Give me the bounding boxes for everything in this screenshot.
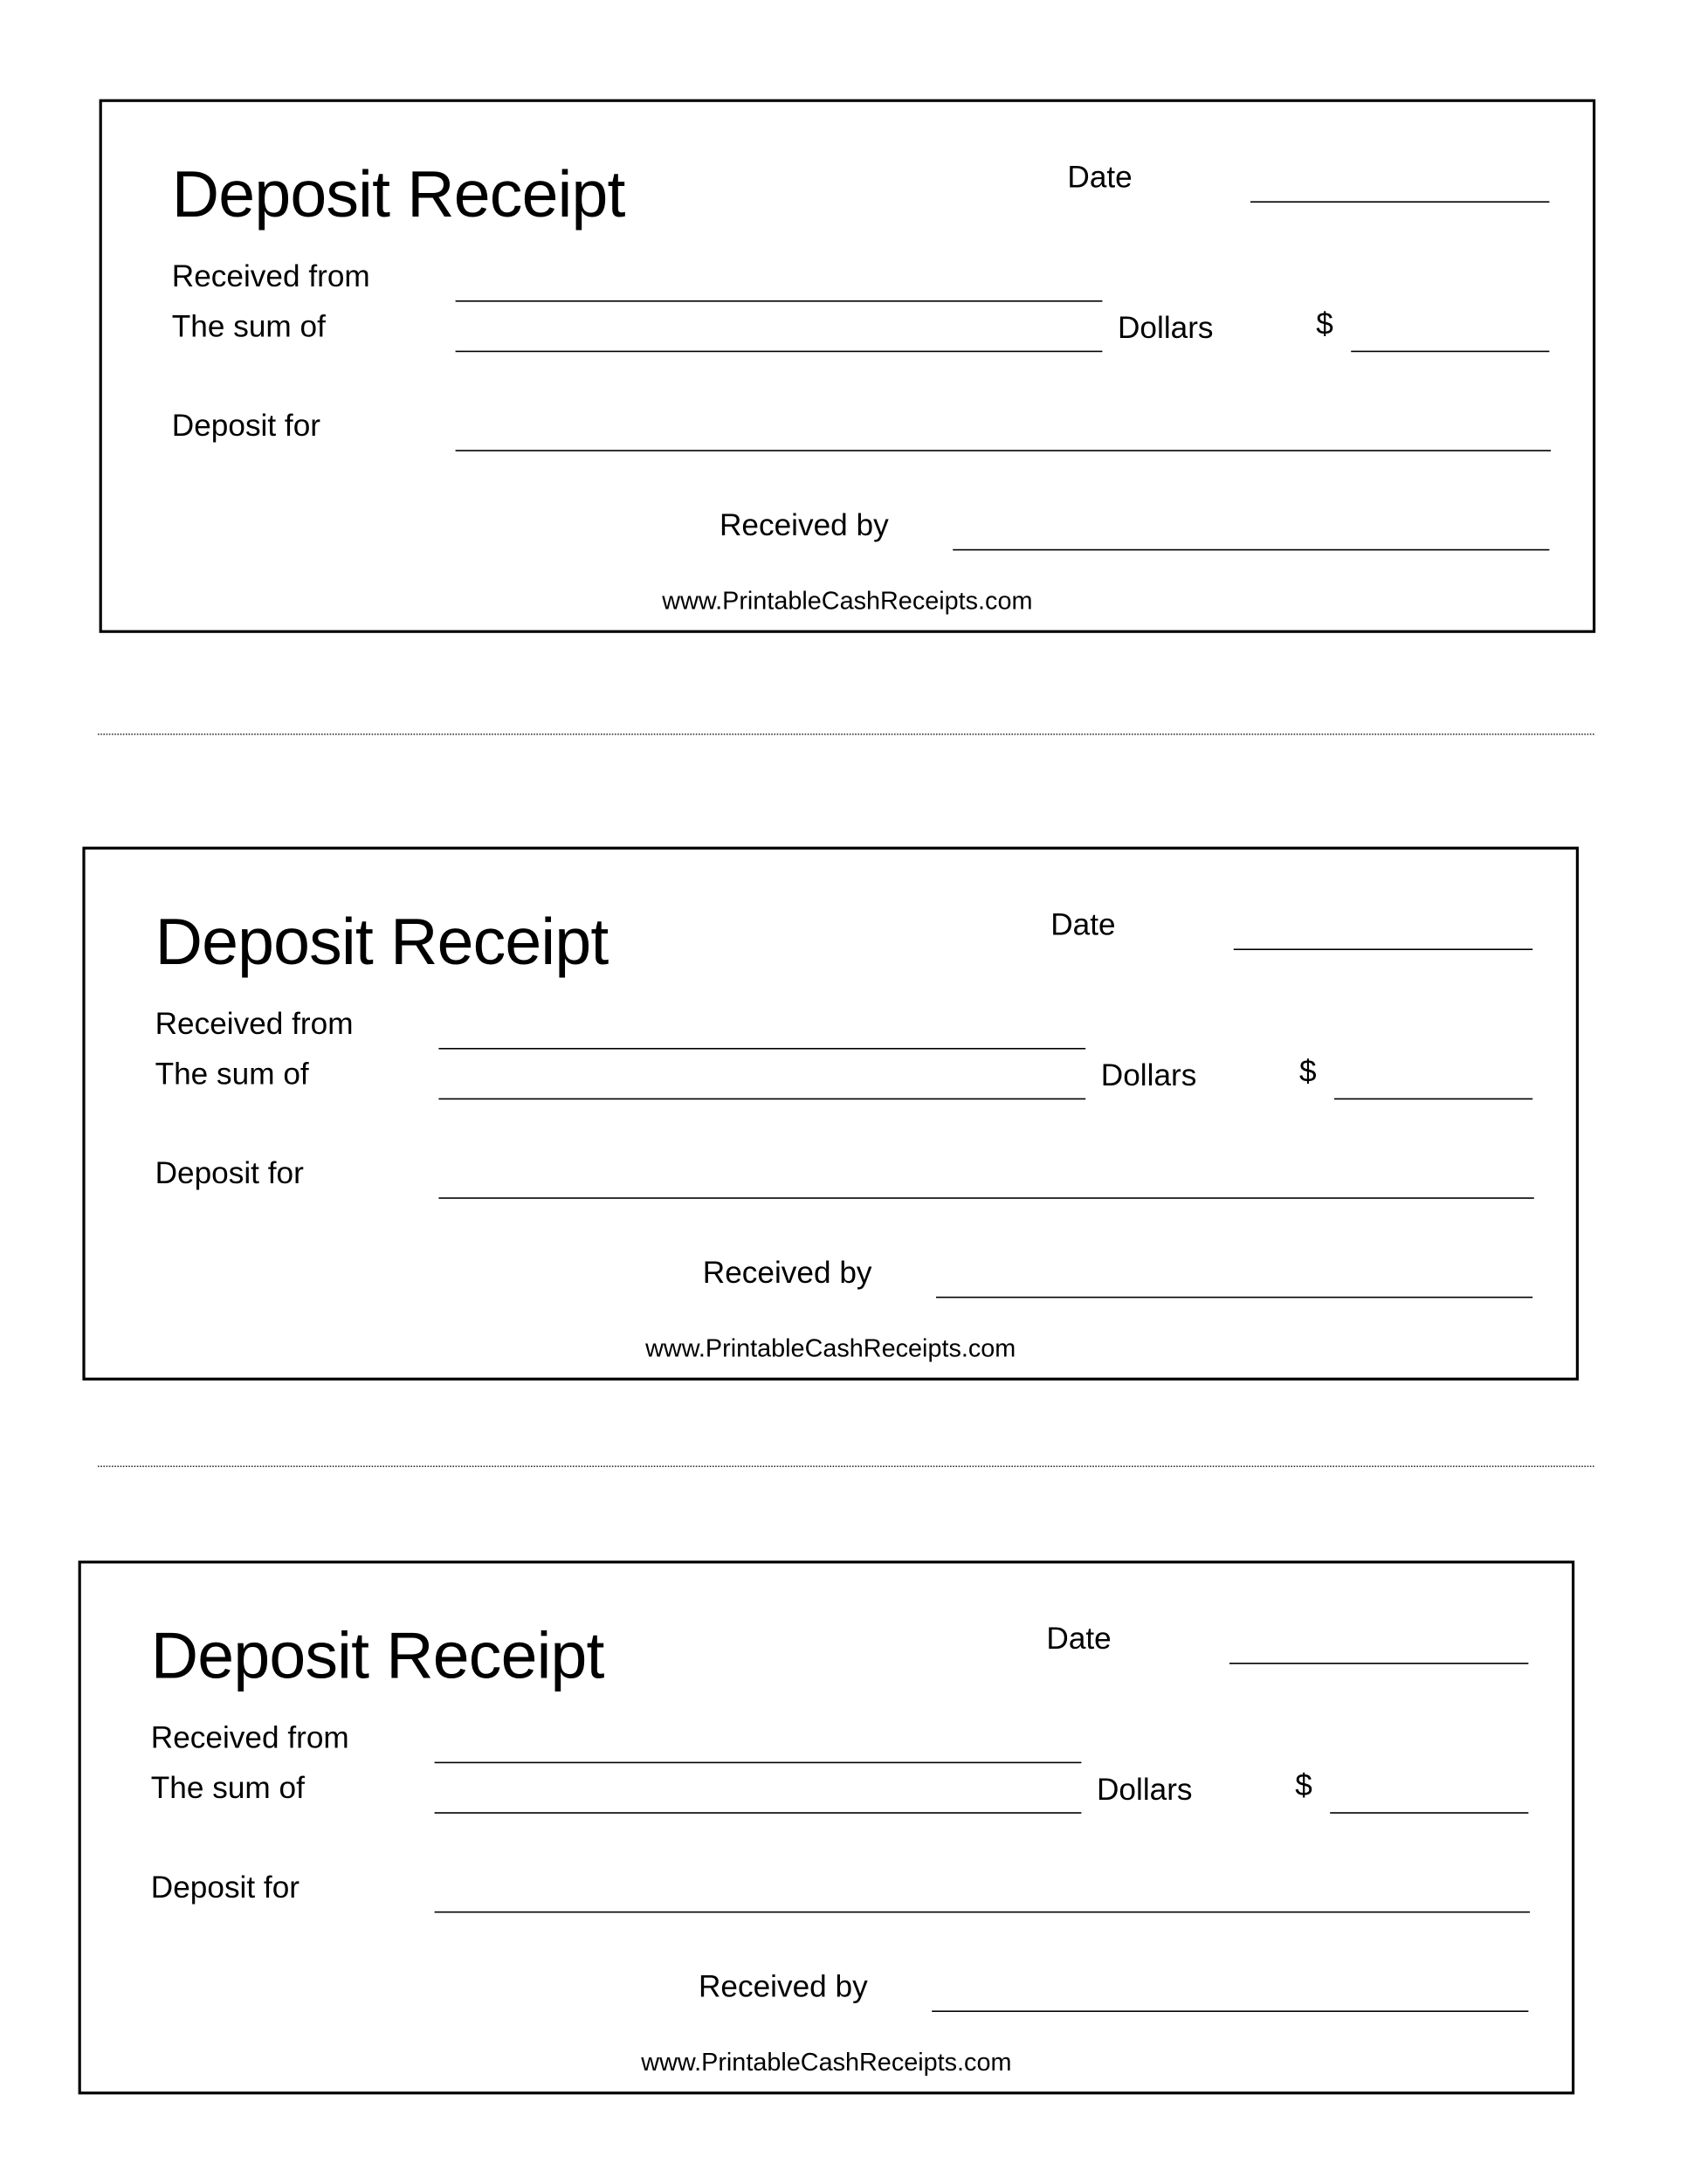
dollars-label: Dollars (1100, 1058, 1197, 1093)
cut-line (98, 1465, 1594, 1467)
dollars-label: Dollars (1097, 1771, 1193, 1807)
received-by-field[interactable] (932, 2010, 1528, 2012)
amount-field[interactable] (1334, 1099, 1532, 1100)
received-by-field[interactable] (936, 1297, 1532, 1299)
date-label: Date (1046, 1621, 1112, 1656)
received-by-label: Received by (699, 1968, 868, 2004)
received-by-label: Received by (702, 1254, 872, 1290)
received-from-label: Received from (171, 258, 370, 293)
received-from-label: Received from (155, 1006, 354, 1041)
deposit-for-label: Deposit for (155, 1155, 304, 1191)
deposit-for-field[interactable] (435, 1912, 1530, 1913)
sum-of-label: The sum of (155, 1056, 309, 1092)
amount-field[interactable] (1351, 351, 1549, 353)
receipt-title: Deposit Receipt (150, 1617, 604, 1692)
dollars-label: Dollars (1118, 310, 1214, 346)
receipt-title: Deposit Receipt (171, 156, 625, 231)
date-label: Date (1050, 906, 1116, 942)
deposit-receipt-2 (82, 847, 1579, 1381)
deposit-for-field[interactable] (438, 1197, 1533, 1199)
sum-of-field[interactable] (438, 1099, 1085, 1100)
received-from-label: Received from (150, 1719, 349, 1755)
website-link[interactable]: www.PrintableCashReceipts.com (645, 1334, 1016, 1362)
dollar-sign: $ (1299, 1053, 1317, 1089)
received-by-field[interactable] (953, 549, 1549, 551)
deposit-for-label: Deposit for (150, 1869, 300, 1905)
receipt-title: Deposit Receipt (155, 904, 609, 978)
deposit-for-field[interactable] (456, 450, 1551, 451)
sum-of-field[interactable] (456, 351, 1103, 353)
sum-of-label: The sum of (171, 308, 326, 344)
dollar-sign: $ (1295, 1767, 1312, 1802)
received-by-label: Received by (720, 506, 889, 542)
date-field[interactable] (1250, 201, 1549, 203)
deposit-receipt-1 (100, 100, 1596, 633)
date-field[interactable] (1234, 948, 1532, 950)
dollar-sign: $ (1316, 306, 1333, 341)
website-link[interactable]: www.PrintableCashReceipts.com (662, 587, 1033, 615)
cut-line (98, 734, 1594, 735)
date-label: Date (1067, 159, 1133, 195)
amount-field[interactable] (1330, 1812, 1528, 1814)
website-link[interactable]: www.PrintableCashReceipts.com (641, 2048, 1012, 2077)
sum-of-label: The sum of (150, 1770, 305, 1806)
sum-of-field[interactable] (435, 1812, 1082, 1814)
deposit-receipt-3 (79, 1560, 1575, 2094)
deposit-for-label: Deposit for (171, 408, 321, 444)
received-from-field[interactable] (438, 1048, 1085, 1050)
received-from-field[interactable] (435, 1762, 1082, 1764)
date-field[interactable] (1229, 1663, 1528, 1664)
received-from-field[interactable] (456, 300, 1103, 302)
